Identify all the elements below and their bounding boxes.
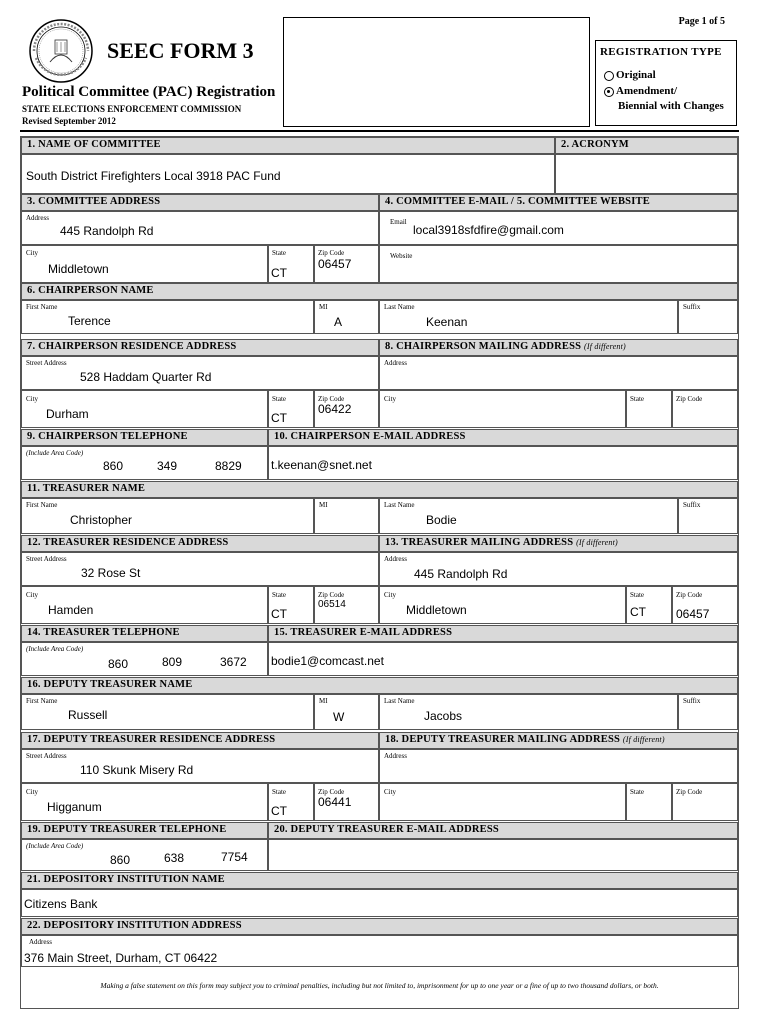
- sec6-header: 6. CHAIRPERSON NAME: [21, 283, 738, 300]
- sec18-title: 18. DEPUTY TREASURER MAILING ADDRESS: [385, 734, 621, 745]
- sec20-header: 20. DEPUTY TREASURER E-MAIL ADDRESS: [268, 822, 738, 839]
- radio-amendment[interactable]: [604, 87, 614, 97]
- chair-suffix-field[interactable]: [678, 300, 738, 334]
- deputy-first-name-value: Russell: [68, 708, 108, 722]
- suffix-label: Suffix: [683, 303, 701, 311]
- state-label: State: [272, 249, 286, 257]
- committee-zip-field[interactable]: [314, 245, 379, 283]
- deputy-zip-value: 06441: [318, 795, 352, 809]
- treasurer-mailing-address-value: 445 Randolph Rd: [414, 567, 508, 581]
- treasurer-mailing-zip-field[interactable]: [672, 586, 738, 624]
- deputy-state-field[interactable]: [268, 783, 314, 821]
- depository-name-value: Citizens Bank: [24, 897, 98, 911]
- chair-last-name-value: Keenan: [426, 315, 468, 329]
- state-label: State: [272, 591, 286, 599]
- chair-phone-field[interactable]: [21, 446, 268, 480]
- form-subtitle: Political Committee (PAC) Registration: [22, 84, 276, 100]
- agency-name: STATE ELECTIONS ENFORCEMENT COMMISSION: [22, 104, 242, 114]
- treasurer-first-name-field[interactable]: [21, 498, 314, 534]
- sec2-header: 2. ACRONYM: [555, 137, 738, 154]
- committee-name-field[interactable]: [21, 154, 555, 194]
- depository-address-value: 376 Main Street, Durham, CT 06422: [24, 951, 218, 965]
- treasurer-street-value: 32 Rose St: [81, 566, 141, 580]
- sec13-note: (If different): [576, 538, 618, 547]
- treasurer-mi-field[interactable]: [314, 498, 379, 534]
- treasurer-last-name-field[interactable]: [379, 498, 678, 534]
- treasurer-city-field[interactable]: [21, 586, 268, 624]
- treasurer-phone-line: 3672: [220, 655, 247, 669]
- zip-label: Zip Code: [318, 591, 345, 599]
- committee-name-value: South District Firefighters Local 3918 PAC Fund: [26, 169, 281, 183]
- sec7-header: 7. CHAIRPERSON RESIDENCE ADDRESS: [21, 339, 379, 356]
- address-label: Address: [384, 359, 407, 367]
- deputy-last-name-field[interactable]: [379, 694, 678, 730]
- address-label: Address: [384, 752, 407, 760]
- chair-mi-value: A: [334, 315, 343, 329]
- chair-mailing-state-field[interactable]: [626, 390, 672, 428]
- committee-state-value: CT: [271, 266, 287, 280]
- sec18-note: (If different): [622, 735, 665, 744]
- header-rule: [20, 130, 739, 132]
- treasurer-phone-prefix: 809: [162, 655, 183, 669]
- chair-street-value: 528 Haddam Quarter Rd: [80, 370, 212, 384]
- chair-street-field[interactable]: [21, 356, 379, 390]
- state-label: State: [272, 788, 286, 796]
- first-name-label: First Name: [26, 303, 58, 311]
- deputy-state-value: CT: [271, 804, 287, 818]
- city-label: City: [384, 591, 397, 599]
- chair-city-value: Durham: [46, 407, 89, 421]
- mi-label: MI: [319, 697, 328, 705]
- sec17-header: 17. DEPUTY TREASURER RESIDENCE ADDRESS: [21, 732, 379, 749]
- committee-address-field[interactable]: [21, 211, 379, 245]
- address-label: Address: [26, 214, 49, 222]
- city-label: City: [26, 788, 39, 796]
- committee-address-value: 445 Randolph Rd: [60, 224, 154, 238]
- office-use-box: [283, 17, 590, 127]
- form-title: SEEC FORM 3: [107, 38, 254, 63]
- treasurer-street-field[interactable]: [21, 552, 379, 586]
- revision-date: Revised September 2012: [22, 116, 116, 126]
- chair-last-name-field[interactable]: [379, 300, 678, 334]
- area-code-hint: (Include Area Code): [26, 449, 84, 457]
- treasurer-email-field[interactable]: [268, 642, 738, 676]
- deputy-phone-field[interactable]: [21, 839, 268, 871]
- deputy-mailing-city-field[interactable]: [379, 783, 626, 821]
- chair-first-name-value: Terence: [68, 314, 111, 328]
- city-label: City: [384, 788, 397, 796]
- area-code-hint: (Include Area Code): [26, 645, 84, 653]
- suffix-label: Suffix: [683, 501, 701, 509]
- treasurer-mailing-city-value: Middletown: [406, 603, 467, 617]
- city-label: City: [26, 591, 39, 599]
- penalty-notice: Making a false statement on this form may subject you to criminal penalties, including but not limited to, imprisonment for up to one year or a fine of up to two thousand dollars, or both.: [100, 981, 659, 990]
- state-label: State: [630, 788, 644, 796]
- chair-phone-line: 8829: [215, 459, 242, 473]
- last-name-label: Last Name: [384, 501, 415, 509]
- committee-email-field[interactable]: [379, 211, 738, 245]
- sec21-header: 21. DEPOSITORY INSTITUTION NAME: [21, 872, 738, 889]
- sec14-header: 14. TREASURER TELEPHONE: [21, 625, 268, 642]
- sec3-header: 3. COMMITTEE ADDRESS: [21, 194, 379, 211]
- deputy-mi-field[interactable]: [314, 694, 379, 730]
- street-label: Street Address: [26, 359, 67, 367]
- zip-label: Zip Code: [318, 395, 345, 403]
- chair-first-name-field[interactable]: [21, 300, 314, 334]
- first-name-label: First Name: [26, 501, 58, 509]
- sec16-header: 16. DEPUTY TREASURER NAME: [21, 677, 738, 694]
- sec19-header: 19. DEPUTY TREASURER TELEPHONE: [21, 822, 268, 839]
- chair-mailing-city-field[interactable]: [379, 390, 626, 428]
- sec8-header: [379, 339, 738, 356]
- deputy-city-field[interactable]: [21, 783, 268, 821]
- chair-email-field[interactable]: [268, 446, 738, 480]
- committee-website-field[interactable]: [379, 245, 738, 283]
- treasurer-mailing-zip-value: 06457: [676, 607, 710, 621]
- city-label: City: [26, 395, 39, 403]
- treasurer-state-value: CT: [271, 607, 287, 621]
- deputy-street-field[interactable]: [21, 749, 379, 783]
- chair-mi-field[interactable]: [314, 300, 379, 334]
- deputy-last-name-value: Jacobs: [424, 709, 463, 723]
- treasurer-email-value: bodie1@comcast.net: [271, 654, 384, 668]
- treasurer-mailing-city-field[interactable]: [379, 586, 626, 624]
- chair-phone-prefix: 349: [157, 459, 178, 473]
- deputy-phone-prefix: 638: [164, 851, 185, 865]
- deputy-city-value: Higganum: [47, 800, 102, 814]
- deputy-mailing-address-field[interactable]: [379, 749, 738, 783]
- zip-label: Zip Code: [676, 788, 703, 796]
- street-label: Street Address: [26, 752, 67, 760]
- sec1-header: 1. NAME OF COMMITTEE: [21, 137, 555, 154]
- treasurer-mailing-address-field[interactable]: [379, 552, 738, 586]
- sec8-title: 8. CHAIRPERSON MAILING ADDRESS: [385, 341, 582, 352]
- radio-original-label: Original: [616, 69, 656, 81]
- treasurer-phone-field[interactable]: [21, 642, 268, 676]
- chair-state-field[interactable]: [268, 390, 314, 428]
- sec12-header: 12. TREASURER RESIDENCE ADDRESS: [21, 535, 379, 552]
- treasurer-first-name-value: Christopher: [70, 513, 133, 527]
- deputy-phone-line: 7754: [221, 850, 248, 864]
- radio-amendment-label: Amendment/: [616, 85, 678, 97]
- sec10-header: 10. CHAIRPERSON E-MAIL ADDRESS: [268, 429, 738, 446]
- mi-label: MI: [319, 303, 328, 311]
- radio-original[interactable]: [604, 71, 614, 81]
- treasurer-phone-area: 860: [108, 657, 129, 671]
- last-name-label: Last Name: [384, 303, 415, 311]
- sec18-header: [379, 732, 738, 749]
- chair-mailing-zip-field[interactable]: [672, 390, 738, 428]
- registration-type-title: REGISTRATION TYPE: [600, 46, 722, 58]
- deputy-mailing-state-field[interactable]: [626, 783, 672, 821]
- state-label: State: [630, 591, 644, 599]
- committee-city-value: Middletown: [48, 262, 109, 276]
- treasurer-city-value: Hamden: [48, 603, 94, 617]
- sec15-header: 15. TREASURER E-MAIL ADDRESS: [268, 625, 738, 642]
- website-label: Website: [390, 252, 413, 260]
- zip-label: Zip Code: [676, 395, 703, 403]
- state-seal-logo: [28, 18, 94, 84]
- deputy-phone-area: 860: [110, 853, 131, 867]
- pac-registration-form: [20, 136, 739, 1009]
- page-number: Page 1 of 5: [678, 16, 725, 27]
- depository-name-field[interactable]: [21, 889, 738, 917]
- area-code-hint: (Include Area Code): [26, 842, 84, 850]
- city-label: City: [26, 249, 39, 257]
- sec4-header: 4. COMMITTEE E-MAIL / 5. COMMITTEE WEBSITE: [379, 194, 738, 211]
- committee-zip-value: 06457: [318, 257, 352, 271]
- sec9-header: 9. CHAIRPERSON TELEPHONE: [21, 429, 268, 446]
- deputy-suffix-field[interactable]: [678, 694, 738, 730]
- address-label: Address: [384, 555, 407, 563]
- sec22-header: 22. DEPOSITORY INSTITUTION ADDRESS: [21, 918, 738, 935]
- sec13-header: [379, 535, 738, 552]
- deputy-mailing-zip-field[interactable]: [672, 783, 738, 821]
- sec13-title: 13. TREASURER MAILING ADDRESS: [385, 537, 574, 548]
- deputy-first-name-field[interactable]: [21, 694, 314, 730]
- last-name-label: Last Name: [384, 697, 415, 705]
- state-label: State: [630, 395, 644, 403]
- committee-state-field[interactable]: [268, 245, 314, 283]
- treasurer-last-name-value: Bodie: [426, 513, 457, 527]
- street-label: Street Address: [26, 555, 67, 563]
- deputy-email-field[interactable]: [268, 839, 738, 871]
- chair-state-value: CT: [271, 411, 287, 425]
- committee-city-field[interactable]: [21, 245, 268, 283]
- treasurer-mailing-state-field[interactable]: [626, 586, 672, 624]
- committee-email-value: local3918sfdfire@gmail.com: [413, 223, 564, 237]
- zip-label: Zip Code: [318, 788, 345, 796]
- chair-email-value: t.keenan@snet.net: [271, 458, 372, 472]
- treasurer-zip-value: 06514: [318, 599, 346, 610]
- suffix-label: Suffix: [683, 697, 701, 705]
- address-label: Address: [29, 938, 52, 946]
- treasurer-zip-field[interactable]: [314, 586, 379, 624]
- chair-city-field[interactable]: [21, 390, 268, 428]
- treasurer-mailing-state-value: CT: [630, 605, 646, 619]
- chair-zip-field[interactable]: [314, 390, 379, 428]
- city-label: City: [384, 395, 397, 403]
- depository-address-field[interactable]: [21, 935, 738, 967]
- mi-label: MI: [319, 501, 328, 509]
- zip-label: Zip Code: [676, 591, 703, 599]
- state-label: State: [272, 395, 286, 403]
- deputy-street-value: 110 Skunk Misery Rd: [80, 763, 194, 777]
- deputy-mi-value: W: [333, 710, 345, 724]
- chair-mailing-address-field[interactable]: [379, 356, 738, 390]
- chair-zip-value: 06422: [318, 402, 352, 416]
- sec11-header: 11. TREASURER NAME: [21, 481, 738, 498]
- radio-amendment-label-2: Biennial with Changes: [618, 100, 724, 112]
- email-label: Email: [390, 218, 407, 226]
- treasurer-state-field[interactable]: [268, 586, 314, 624]
- acronym-field[interactable]: [555, 154, 738, 194]
- first-name-label: First Name: [26, 697, 58, 705]
- chair-phone-area: 860: [103, 459, 124, 473]
- treasurer-suffix-field[interactable]: [678, 498, 738, 534]
- deputy-zip-field[interactable]: [314, 783, 379, 821]
- sec8-note: (If different): [584, 342, 626, 351]
- zip-label: Zip Code: [318, 249, 345, 257]
